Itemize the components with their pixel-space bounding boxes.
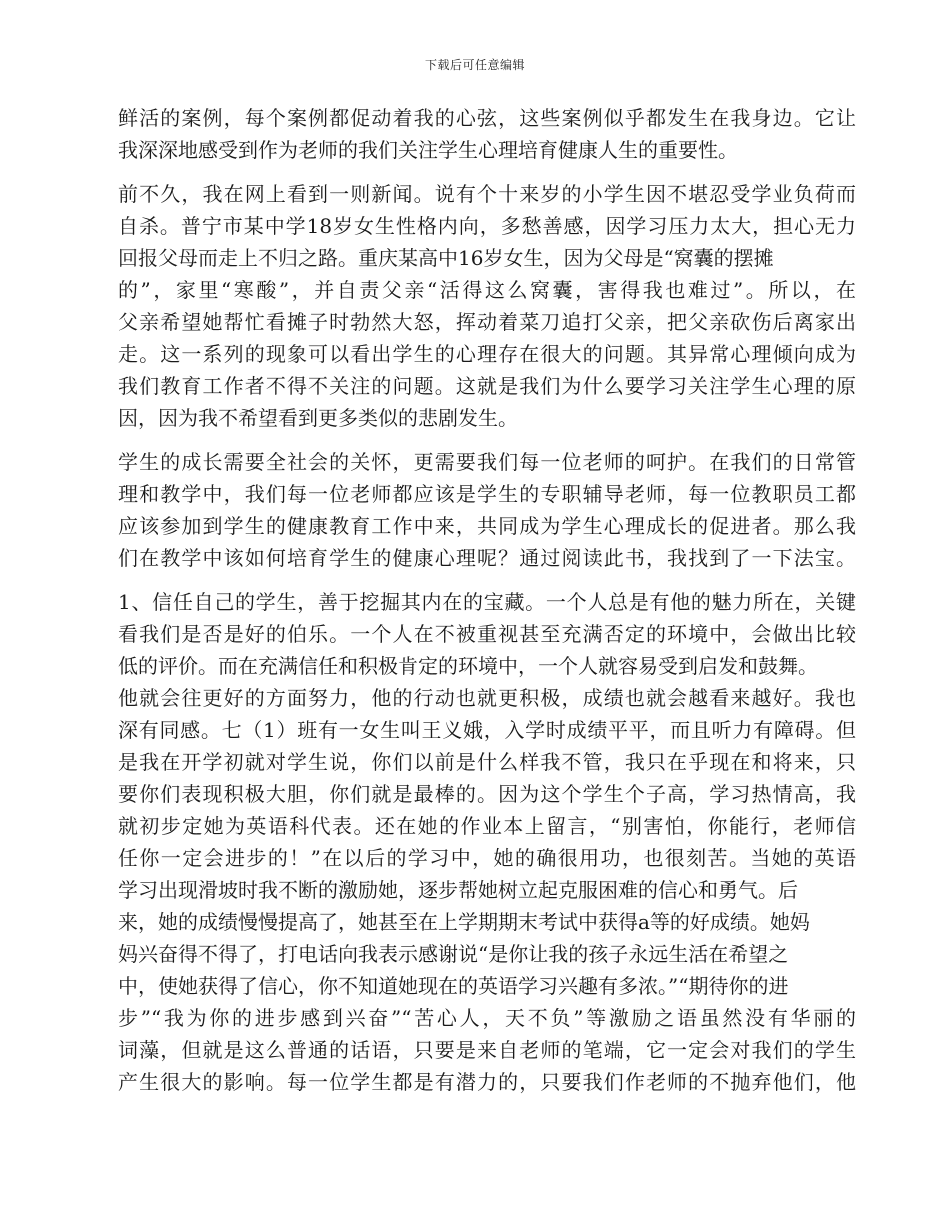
text-line: 我们教育工作者不得不关注的问题。这就是我们为什么要学习关注学生心理的原	[118, 374, 856, 398]
text-line: 因，因为我不希望看到更多类似的悲剧发生。	[118, 406, 518, 430]
text-line: 理和教学中，我们每一位老师都应该是学生的专职辅导老师，每一位教职员工都	[118, 482, 856, 506]
text-line: 产生很大的影响。每一位学生都是有潜力的，只要我们作老师的不抛弃他们，他	[118, 1070, 856, 1094]
text-line: 是我在开学初就对学生说，你们以前是什么样我不管，我只在乎现在和将来，只	[118, 750, 856, 774]
text-line: 要你们表现积极大胆，你们就是最棒的。因为这个学生个子高，学习热情高，我	[118, 782, 856, 806]
text-line: 深有同感。七（1）班有一女生叫王义娥，入学时成绩平平，而且听力有障碍。但	[118, 718, 856, 742]
paragraph-4	[118, 586, 856, 1098]
text-line: 低的评价。而在充满信任和积极肯定的环境中，一个人就容易受到启发和鼓舞。	[118, 654, 818, 678]
text-line: 1、信任自己的学生，善于挖掘其内在的宝藏。一个人总是有他的魅力所在，关键	[118, 590, 856, 614]
text-line: 前不久，我在网上看到一则新闻。说有个十来岁的小学生因不堪忍受学业负荷而	[118, 182, 856, 206]
text-line: 应该参加到学生的健康教育工作中来，共同成为学生心理成长的促进者。那么我	[118, 514, 856, 538]
text-line: 我深深地感受到作为老师的我们关注学生心理培育健康人生的重要性。	[118, 138, 738, 162]
text-line: 学生的成长需要全社会的关怀，更需要我们每一位老师的呵护。在我们的日常管	[118, 450, 856, 474]
text-line: 走。这一系列的现象可以看出学生的心理存在很大的问题。其异常心理倾向成为	[118, 342, 856, 366]
text-line: 来，她的成绩慢慢提高了，她甚至在上学期期末考试中获得a等的好成绩。她妈	[118, 910, 810, 934]
text-line: 的”，家里“寒酸”，并自责父亲“活得这么窝囊，害得我也难过”。所以，在	[118, 278, 856, 302]
text-line: 妈兴奋得不得了，打电话向我表示感谢说“是你让我的孩子永远生活在希望之	[118, 942, 789, 966]
text-line: 看我们是否是好的伯乐。一个人在不被重视甚至充满否定的环境中，会做出比较	[118, 622, 856, 646]
text-line: 鲜活的案例，每个案例都促动着我的心弦，这些案例似乎都发生在我身边。它让	[118, 106, 856, 130]
text-line: 们在教学中该如何培育学生的健康心理呢？通过阅读此书，我找到了一下法宝。	[118, 546, 856, 570]
paragraph-1	[118, 102, 856, 166]
page-header: 下载后可任意编辑	[424, 58, 525, 72]
paragraph-3	[118, 446, 856, 574]
text-line: 父亲希望她帮忙看摊子时勃然大怒，挥动着菜刀追打父亲，把父亲砍伤后离家出	[118, 310, 856, 334]
paragraph-2	[118, 178, 856, 434]
text-line: 他就会往更好的方面努力，他的行动也就更积极，成绩也就会越看来越好。我也	[118, 686, 856, 710]
document-body	[118, 102, 856, 1110]
text-line: 就初步定她为英语科代表。还在她的作业本上留言，“别害怕，你能行，老师信	[118, 814, 856, 838]
text-line: 自杀。普宁市某中学18岁女生性格内向，多愁善感，因学习压力太大，担心无力	[118, 214, 856, 238]
text-line: 中，使她获得了信心，你不知道她现在的英语学习兴趣有多浓。”“期待你的进	[118, 974, 789, 998]
text-line: 词藻，但就是这么普通的话语，只要是来自老师的笔端，它一定会对我们的学生	[118, 1038, 856, 1062]
text-line: 回报父母而走上不归之路。重庆某高中16岁女生，因为父母是“窝囊的摆摊	[118, 246, 774, 270]
text-line: 步”“我为你的进步感到兴奋”“苦心人，天不负”等激励之语虽然没有华丽的	[118, 1006, 856, 1030]
text-line: 学习出现滑坡时我不断的激励她，逐步帮她树立起克服困难的信心和勇气。后	[118, 878, 798, 902]
text-line: 任你一定会进步的！”在以后的学习中，她的确很用功，也很刻苦。当她的英语	[118, 846, 856, 870]
